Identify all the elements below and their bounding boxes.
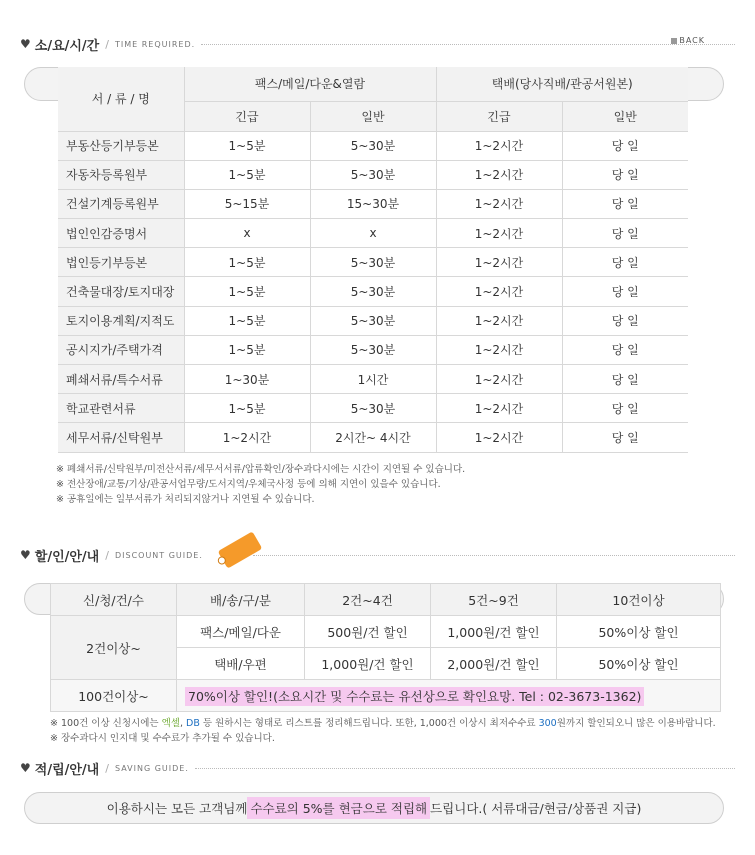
table-row — [58, 423, 688, 452]
time-cell: 1~2시간 — [436, 160, 562, 189]
table-row — [58, 131, 688, 160]
document-name: 공시지가/주택가격 — [58, 335, 184, 364]
time-cell: 1~2시간 — [436, 306, 562, 335]
heart-icon: ♥ — [20, 548, 31, 562]
time-cell: 5~30분 — [310, 160, 436, 189]
back-icon — [671, 38, 677, 44]
time-cell: 1~2시간 — [436, 131, 562, 160]
time-cell: 5~30분 — [310, 277, 436, 306]
time-cell: 5~30분 — [310, 335, 436, 364]
discount-subtitle: DISCOUNT GUIDE. — [114, 550, 203, 560]
document-name: 법인인감증명서 — [58, 219, 184, 248]
table-row — [58, 219, 688, 248]
time-cell: 당 일 — [562, 189, 688, 218]
time-cell: 1~2시간 — [436, 335, 562, 364]
delivery-parcel: 택배/우편 — [177, 648, 305, 680]
table-row — [58, 365, 688, 394]
time-cell: 1~2시간 — [184, 423, 310, 452]
time-cell: 1~5분 — [184, 394, 310, 423]
time-cell: 당 일 — [562, 306, 688, 335]
time-cell: 1~2시간 — [436, 277, 562, 306]
time-cell: 1~5분 — [184, 248, 310, 277]
time-cell: 5~30분 — [310, 248, 436, 277]
time-table — [58, 67, 688, 453]
sub-col-urgent: 긴급 — [436, 101, 562, 131]
document-name: 세무서류/신탁원부 — [58, 423, 184, 452]
document-name: 건축물대장/토지대장 — [58, 277, 184, 306]
time-cell: 1~5분 — [184, 306, 310, 335]
back-button[interactable]: BACK — [671, 36, 705, 45]
time-subtitle: TIME REQUIRED. — [114, 39, 196, 49]
table-row — [58, 306, 688, 335]
time-cell: 1~5분 — [184, 160, 310, 189]
saving-banner: 이용하시는 모든 고객님께 수수료의 5%를 현금으로 적립해 드립니다.( 서류대금/현금/상품권 지급) — [24, 792, 724, 824]
group-delivery: 택배(당사직배/관공서원본) — [436, 67, 688, 101]
time-cell: 5~15분 — [184, 189, 310, 218]
discount-notes: ※ 100건 이상 신청시에는 엑셀, DB 등 원하시는 형태로 리스트를 정리해드립니다. 또한, 1,000건 이상시 최저수수료 300원까지 할인되오니 많은 이용바랍니다. ※ 장수과다시 인지대 및 수수료가 추가될 수 있습니다. — [50, 718, 716, 744]
document-name: 학교관련서류 — [58, 394, 184, 423]
time-cell: 당 일 — [562, 277, 688, 306]
table-row — [58, 248, 688, 277]
document-name: 부동산등기부등본 — [58, 131, 184, 160]
document-name: 법인등기부등본 — [58, 248, 184, 277]
time-cell: 당 일 — [562, 365, 688, 394]
table-row — [58, 277, 688, 306]
time-cell: 1~5분 — [184, 131, 310, 160]
saving-subtitle: SAVING GUIDE. — [114, 763, 189, 773]
time-cell: x — [184, 219, 310, 248]
saving-section-header: ♥ 적/립/안/내 / SAVING GUIDE. — [20, 758, 735, 778]
time-cell: 1~2시간 — [436, 219, 562, 248]
delivery-fax: 팩스/메일/다운 — [177, 616, 305, 648]
document-name: 토지이용계획/지적도 — [58, 306, 184, 335]
time-cell: 5~30분 — [310, 394, 436, 423]
time-section-header: ♥ 소/요/시/간 / TIME REQUIRED. — [20, 34, 735, 54]
time-cell: 당 일 — [562, 219, 688, 248]
time-cell: 1~2시간 — [436, 394, 562, 423]
time-cell: 당 일 — [562, 160, 688, 189]
col-document-name: 서 / 류 / 명 — [58, 67, 184, 131]
group-2-plus: 2건이상~ — [51, 616, 177, 680]
time-cell: 당 일 — [562, 423, 688, 452]
time-cell: 1~2시간 — [436, 423, 562, 452]
time-cell: 당 일 — [562, 248, 688, 277]
table-row — [58, 394, 688, 423]
col-10-plus: 10건이상 — [557, 584, 721, 616]
time-cell: 당 일 — [562, 131, 688, 160]
discount-section-header: ♥ 할/인/안/내 / DISCOUNT GUIDE. — [20, 545, 735, 565]
time-notes: ※ 폐쇄서류/신탁원부/미전산서류/세무서서류/압류확인/장수과다시에는 시간이 지연될 수 있습니다. ※ 전산장애/교통/기상/관공서업무량/도서지역/우체국사정 등에 의해 지연이 있을수 있습니다. ※ 공휴일에는 일부서류가 처리되지않거나 지연될 수 있습니다. — [56, 464, 466, 505]
col-5-9: 5건~9건 — [431, 584, 557, 616]
time-cell: 1~5분 — [184, 335, 310, 364]
time-cell: 1시간 — [310, 365, 436, 394]
table-row — [58, 189, 688, 218]
time-cell: 5~30분 — [310, 306, 436, 335]
heart-icon: ♥ — [20, 761, 31, 775]
time-cell: 1~30분 — [184, 365, 310, 394]
table-row — [58, 335, 688, 364]
discount-title: 할/인/안/내 — [34, 549, 100, 565]
time-title: 소/요/시/간 — [34, 38, 100, 54]
heart-icon: ♥ — [20, 37, 31, 51]
document-name: 자동차등록원부 — [58, 160, 184, 189]
time-cell: 1~2시간 — [436, 248, 562, 277]
saving-title: 적/립/안/내 — [34, 762, 100, 778]
table-row — [58, 160, 688, 189]
bulk-discount-text: 70%이상 할인!(소요시간 및 수수료는 유선상으로 확인요망. Tel : 02-3673-1362) — [185, 687, 644, 706]
time-cell: 2시간~ 4시간 — [310, 423, 436, 452]
time-cell: 1~2시간 — [436, 365, 562, 394]
sub-col-urgent: 긴급 — [184, 101, 310, 131]
bulk-label: 100건이상~ — [51, 680, 177, 712]
time-cell: 당 일 — [562, 394, 688, 423]
sub-col-normal: 일반 — [562, 101, 688, 131]
discount-table: 신/청/건/수 배/송/구/분 2건~4건 5건~9건 10건이상 2건이상~ 팩스/메일/다운 500원/건 할인 1,000원/건 할인 50%이상 할인 택배/우편 1,000원/건 할인 2,000원/건 할인 50%이상 할인 100건이상~ 70%이상 할인!(소요시간 및 수수료는 유선상으로 확인요망. Tel : 02-3673-1362) — [50, 583, 721, 712]
document-name: 건설기계등록원부 — [58, 189, 184, 218]
time-cell: x — [310, 219, 436, 248]
time-cell: 1~5분 — [184, 277, 310, 306]
time-cell: 당 일 — [562, 335, 688, 364]
col-request-count: 신/청/건/수 — [51, 584, 177, 616]
time-cell: 1~2시간 — [436, 189, 562, 218]
time-cell: 5~30분 — [310, 131, 436, 160]
group-fax-mail: 팩스/메일/다운&열람 — [184, 67, 436, 101]
col-2-4: 2건~4건 — [305, 584, 431, 616]
col-delivery-type: 배/송/구/분 — [177, 584, 305, 616]
sub-col-normal: 일반 — [310, 101, 436, 131]
document-name: 폐쇄서류/특수서류 — [58, 365, 184, 394]
time-cell: 15~30분 — [310, 189, 436, 218]
